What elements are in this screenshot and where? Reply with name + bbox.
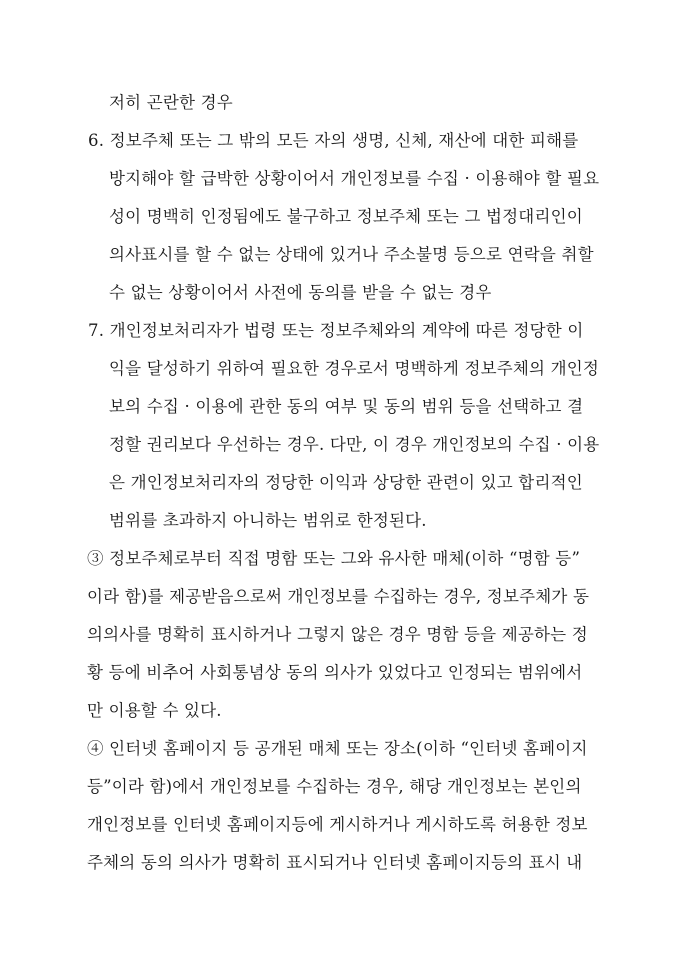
text-line: 7. 개인정보처리자가 법령 또는 정보주체와의 계약에 따른 정당한 이 <box>88 321 584 340</box>
text-line: ④ 인터넷 홈페이지 등 공개된 매체 또는 장소(이하 “인터넷 홈페이지 <box>87 739 588 758</box>
text-line: 범위를 초과하지 아니하는 범위로 한정된다. <box>109 511 427 530</box>
text-line: 이라 함)를 제공받음으로써 개인정보를 수집하는 경우, 정보주체가 동 <box>87 587 590 606</box>
text-line: 익을 달성하기 위하여 필요한 경우로서 명백하게 정보주체의 개인정 <box>109 359 600 378</box>
text-line: 보의 수집 · 이용에 관한 동의 여부 및 동의 범위 등을 선택하고 결 <box>109 397 584 416</box>
text-line: 등”이라 함)에서 개인정보를 수집하는 경우, 해당 개인정보는 본인의 <box>87 777 582 796</box>
text-line: 주체의 동의 의사가 명확히 표시되거나 인터넷 홈페이지등의 표시 내 <box>87 853 583 872</box>
text-line: 성이 명백히 인정됨에도 불구하고 정보주체 또는 그 법정대리인이 <box>109 207 583 226</box>
text-line: 수 없는 상황이어서 사전에 동의를 받을 수 없는 경우 <box>109 283 492 302</box>
text-line: 은 개인정보처리자의 정당한 이익과 상당한 관련이 있고 합리적인 <box>109 473 583 492</box>
text-line: 개인정보를 인터넷 홈페이지등에 게시하거나 게시하도록 허용한 정보 <box>87 815 588 834</box>
text-line: 정할 권리보다 우선하는 경우. 다만, 이 경우 개인정보의 수집 · 이용 <box>109 435 600 454</box>
text-line: 의사표시를 할 수 없는 상태에 있거나 주소불명 등으로 연락을 취할 <box>109 245 594 264</box>
text-line: 만 이용할 수 있다. <box>87 701 222 720</box>
text-line: 6. 정보주체 또는 그 밖의 모든 자의 생명, 신체, 재산에 대한 피해를 <box>88 131 579 150</box>
text-line: 방지해야 할 급박한 상황이어서 개인정보를 수집 · 이용해야 할 필요 <box>109 169 600 188</box>
text-line: 저히 곤란한 경우 <box>109 93 233 112</box>
text-line: 황 등에 비추어 사회통념상 동의 의사가 있었다고 인정되는 범위에서 <box>87 663 583 682</box>
text-line: 의의사를 명확히 표시하거나 그렇지 않은 경우 명함 등을 제공하는 정 <box>87 625 588 644</box>
text-line: ③ 정보주체로부터 직접 명함 또는 그와 유사한 매체(이하 “명함 등” <box>87 549 581 568</box>
